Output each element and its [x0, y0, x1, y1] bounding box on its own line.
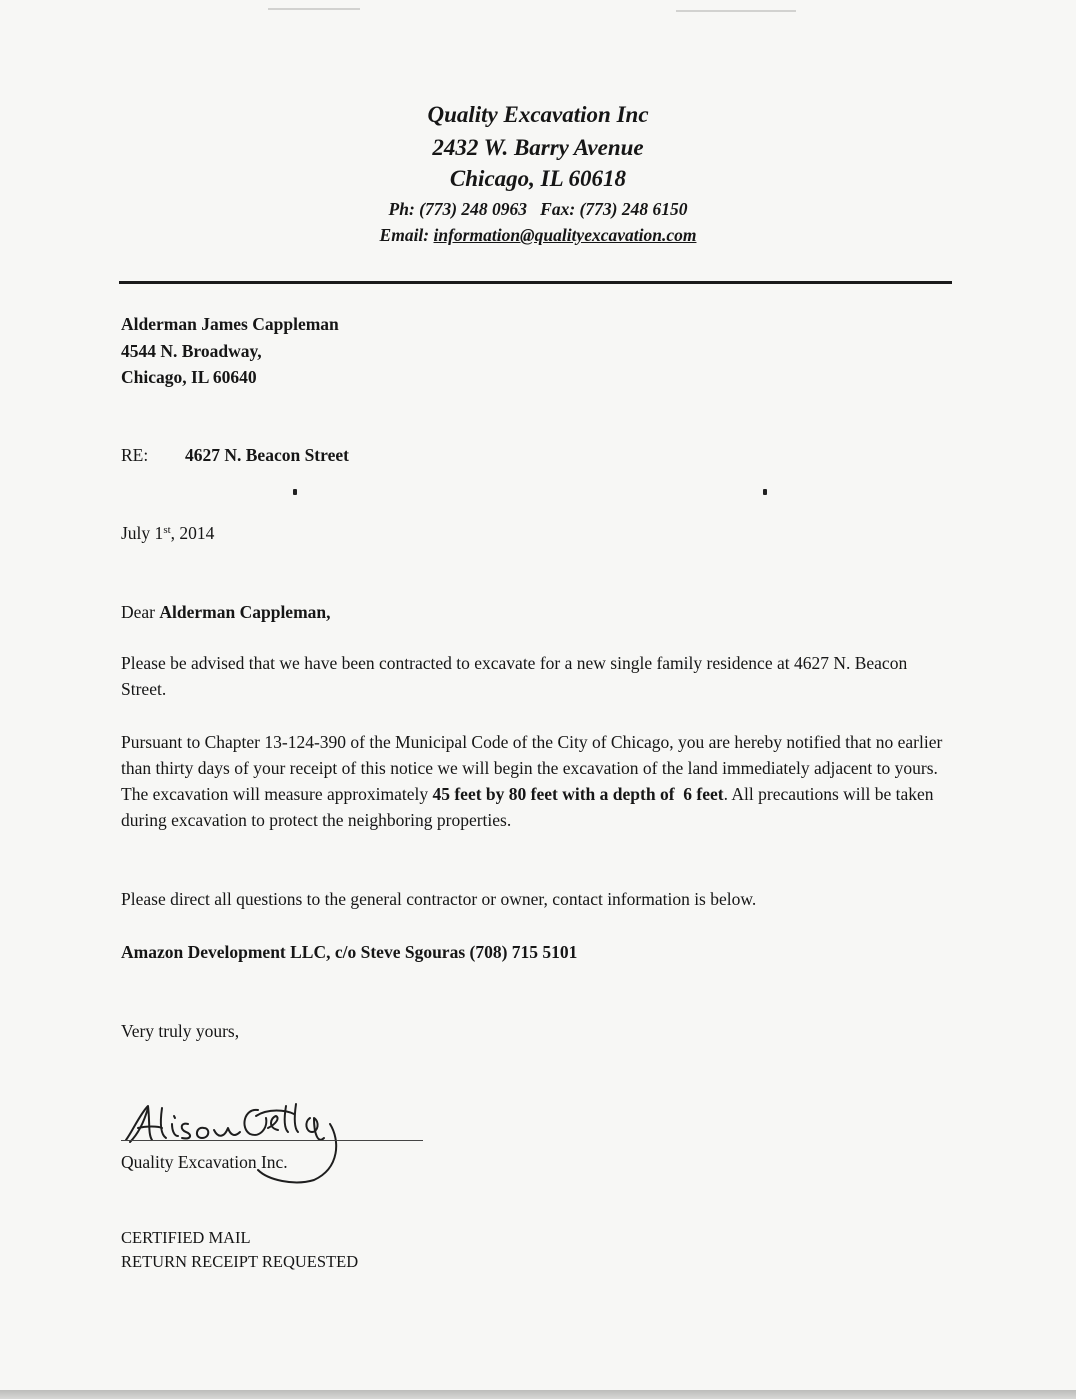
- signature-caption: Quality Excavation Inc.: [121, 1152, 288, 1172]
- scan-fleck: [676, 10, 796, 12]
- recipient-city: Chicago, IL 60640: [121, 367, 257, 387]
- re-subject: 4627 N. Beacon Street: [185, 445, 349, 465]
- date-suffix: st: [163, 524, 171, 536]
- body-paragraph-1: Please be advised that we have been contracted to excavate for a new single family residence at 4627 N. Beacon Street.: [121, 653, 908, 699]
- contact-line: Amazon Development LLC, c/o Steve Sgouras (708) 715 5101: [121, 942, 578, 962]
- recipient-name: Alderman James Cappleman: [121, 314, 339, 334]
- body-paragraph-2: [121, 729, 956, 833]
- letter-date: [121, 520, 214, 546]
- company-name: Quality Excavation Inc: [427, 102, 649, 127]
- recipient-street: 4544 N. Broadway,: [121, 341, 262, 361]
- scan-fleck: [268, 8, 360, 10]
- company-street: 2432 W. Barry Avenue: [432, 135, 644, 160]
- return-receipt: RETURN RECEIPT REQUESTED: [121, 1252, 359, 1271]
- body-paragraph-3: Please direct all questions to the general contractor or owner, contact information is below.: [121, 889, 757, 909]
- p2-text-start: Pursuant to Chapter 13-124-390 of the Municipal Code of the City of Chicago, you are hereby notified that no earlier than thirty days of your receipt of this notice we will begin the excavation of the land immediately adjacent to yours. The excavation will measure approximately: [121, 732, 943, 804]
- p2-dimensions: 45 feet by 80 feet with a depth of 6 feet: [432, 784, 724, 804]
- salutation: [121, 599, 331, 625]
- certified-mail: CERTIFIED MAIL: [121, 1228, 251, 1247]
- letterhead-divider: [119, 281, 952, 284]
- company-city: Chicago, IL 60618: [449, 166, 627, 191]
- closing: Very truly yours,: [121, 1021, 240, 1041]
- email-label: Email:: [379, 225, 430, 245]
- email-link[interactable]: information@qualityexcavation.com: [433, 225, 697, 245]
- scan-speck: [293, 489, 297, 495]
- signature-line: [121, 1140, 423, 1141]
- salutation-prefix: Dear: [121, 602, 156, 622]
- p2-text-end: . All precautions will be taken during excavation to protect the neighboring properties.: [121, 784, 934, 830]
- company-phone-fax: Ph: (773) 248 0963 Fax: (773) 248 6150: [388, 199, 688, 219]
- date-month-day: July 1: [121, 523, 164, 543]
- re-label: RE:: [121, 445, 149, 465]
- scan-speck: [763, 489, 767, 495]
- scan-bottom-edge: [0, 1390, 1076, 1399]
- salutation-name: Alderman Cappleman,: [159, 602, 331, 622]
- company-email-line: [0, 225, 1076, 246]
- date-year: , 2014: [170, 523, 215, 543]
